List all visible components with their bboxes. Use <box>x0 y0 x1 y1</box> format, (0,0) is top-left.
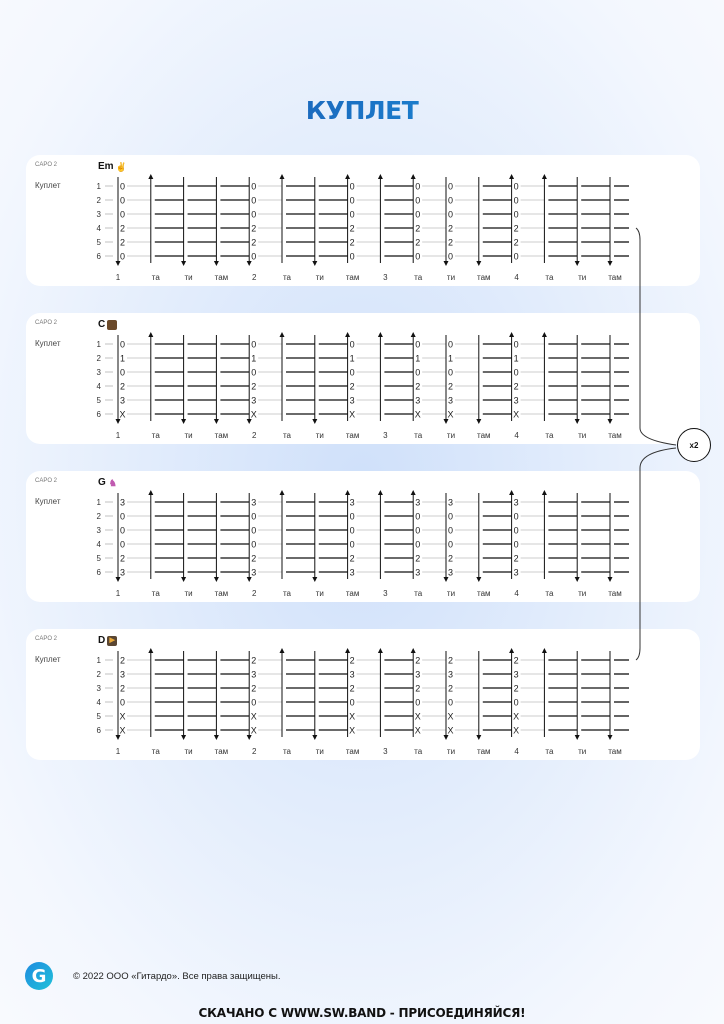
fret-number: 0 <box>513 251 519 262</box>
string-number: 3 <box>96 684 101 693</box>
beat-label: там <box>345 589 360 598</box>
beat-label: 4 <box>514 431 519 440</box>
fret-number: X <box>349 711 356 722</box>
beat-label: 2 <box>251 589 257 598</box>
beat-label: 2 <box>251 431 257 440</box>
fret-number: 2 <box>349 553 355 564</box>
fret-number: 2 <box>349 683 355 694</box>
chord-name: G <box>98 477 106 488</box>
fret-number: 2 <box>119 655 126 666</box>
fret-number: 3 <box>251 669 257 680</box>
beat-label: 3 <box>383 589 388 598</box>
beat-label: 2 <box>251 273 257 282</box>
camel-icon: ♞ <box>108 477 117 488</box>
fret-number: 3 <box>447 497 454 508</box>
fret-number: X <box>513 725 520 736</box>
fret-number: 2 <box>251 223 257 234</box>
fret-number: 0 <box>447 339 454 350</box>
fret-number: 0 <box>119 339 126 350</box>
fret-number: 0 <box>513 367 519 378</box>
fret-number: 3 <box>349 567 355 578</box>
string-number: 2 <box>96 512 101 521</box>
fret-number: 3 <box>251 497 257 508</box>
fret-number: 3 <box>349 395 355 406</box>
fret-number: 0 <box>447 209 454 220</box>
beat-label: 3 <box>383 273 388 282</box>
fret-number: 1 <box>415 353 421 364</box>
fret-number: 0 <box>513 697 519 708</box>
string-number: 1 <box>96 656 101 665</box>
fret-number: 1 <box>251 353 257 364</box>
fret-number: 0 <box>447 367 454 378</box>
beat-label: ти <box>184 589 193 598</box>
beat-label: там <box>477 589 491 598</box>
fret-number: 2 <box>349 381 355 392</box>
beat-label: 1 <box>115 747 121 756</box>
fret-number: 3 <box>415 669 421 680</box>
fret-number: 0 <box>415 539 421 550</box>
fret-number: X <box>250 409 257 420</box>
fret-number: 0 <box>447 539 454 550</box>
fret-number: 0 <box>251 367 257 378</box>
fret-number: X <box>349 725 356 736</box>
fret-number: 1 <box>349 353 355 364</box>
fret-number: 2 <box>415 655 421 666</box>
fret-number: X <box>119 409 126 420</box>
beat-label: 1 <box>115 431 121 440</box>
string-number: 4 <box>96 698 101 707</box>
fret-number: 0 <box>349 181 355 192</box>
fret-number: 2 <box>349 223 355 234</box>
gitardo-logo[interactable] <box>25 962 53 990</box>
beat-label: 4 <box>514 273 519 282</box>
fret-number: 0 <box>119 525 126 536</box>
fret-number: 2 <box>513 683 519 694</box>
beat-label: там <box>214 273 229 282</box>
fret-number: 2 <box>513 655 519 666</box>
beat-label: там <box>477 273 491 282</box>
fret-number: 0 <box>415 511 421 522</box>
fret-number: 0 <box>251 209 257 220</box>
fret-number: 3 <box>513 567 519 578</box>
beat-label: 4 <box>514 747 519 756</box>
fret-number: X <box>447 711 454 722</box>
beat-label: та <box>414 431 423 440</box>
fret-number: 2 <box>251 683 257 694</box>
fret-number: 0 <box>513 181 519 192</box>
capo-label: CAPO 2 <box>35 320 58 326</box>
fret-number: 3 <box>415 497 421 508</box>
beat-label: та <box>414 273 423 282</box>
beat-label: та <box>545 431 554 440</box>
string-number: 6 <box>96 252 101 261</box>
string-number: 2 <box>96 670 101 679</box>
string-number: 6 <box>96 726 101 735</box>
string-number: 5 <box>96 238 101 247</box>
fret-number: 3 <box>349 669 355 680</box>
fret-number: X <box>414 711 421 722</box>
beat-label: там <box>608 589 622 598</box>
string-number: 3 <box>96 368 101 377</box>
beat-label: ти <box>578 589 587 598</box>
fret-number: 0 <box>415 339 421 350</box>
fret-number: 2 <box>415 237 421 248</box>
fret-number: 0 <box>251 525 257 536</box>
beat-label: там <box>477 431 491 440</box>
string-number: 6 <box>96 568 101 577</box>
fret-number: 0 <box>349 511 355 522</box>
fret-number: X <box>250 711 257 722</box>
beat-label: ти <box>446 589 456 598</box>
beat-label: там <box>345 747 360 756</box>
fret-number: X <box>447 409 454 420</box>
fret-number: 2 <box>513 223 519 234</box>
fret-number: 2 <box>513 381 519 392</box>
string-number: 4 <box>96 382 101 391</box>
beat-label: та <box>414 589 423 598</box>
beat-label: ти <box>578 431 587 440</box>
fret-number: 3 <box>447 669 454 680</box>
fret-number: 0 <box>513 539 519 550</box>
beat-label: 1 <box>115 273 121 282</box>
fret-number: X <box>119 711 126 722</box>
beat-label: та <box>282 589 292 598</box>
fret-number: 0 <box>349 539 355 550</box>
fret-number: 2 <box>251 655 257 666</box>
fret-number: 2 <box>447 381 454 392</box>
fret-number: 0 <box>447 697 454 708</box>
capo-label: CAPO 2 <box>35 162 58 168</box>
fret-number: 3 <box>447 567 454 578</box>
beat-label: ти <box>578 747 587 756</box>
fret-number: 3 <box>415 395 421 406</box>
fret-number: 2 <box>415 553 421 564</box>
fret-number: 0 <box>349 367 355 378</box>
chord-name: Em <box>98 161 114 172</box>
fret-number: 3 <box>447 395 454 406</box>
fret-number: 3 <box>513 395 519 406</box>
beat-label: та <box>414 747 423 756</box>
beat-label: там <box>608 747 622 756</box>
fret-number: 2 <box>415 683 421 694</box>
fret-number: 2 <box>119 553 126 564</box>
fret-number: 0 <box>119 539 126 550</box>
fret-number: 0 <box>447 525 454 536</box>
fret-number: 3 <box>251 395 257 406</box>
fret-number: X <box>349 409 356 420</box>
beat-label: там <box>477 747 491 756</box>
string-number: 1 <box>96 182 101 191</box>
fret-number: 0 <box>415 251 421 262</box>
beat-label: ти <box>184 431 193 440</box>
fret-number: X <box>250 725 257 736</box>
beat-label: та <box>545 589 554 598</box>
fret-number: 2 <box>447 553 454 564</box>
fret-number: 2 <box>513 553 519 564</box>
beat-label: та <box>151 589 160 598</box>
fret-number: 0 <box>447 195 454 206</box>
string-number: 2 <box>96 354 101 363</box>
fret-number: X <box>119 725 126 736</box>
beat-label: ти <box>184 747 193 756</box>
fret-number: 2 <box>119 237 126 248</box>
fret-number: 3 <box>513 669 519 680</box>
fret-number: 2 <box>119 223 126 234</box>
beat-label: 3 <box>383 747 388 756</box>
fret-number: 0 <box>415 209 421 220</box>
fret-number: 0 <box>119 367 126 378</box>
beat-label: там <box>214 431 229 440</box>
fret-number: 0 <box>349 525 355 536</box>
fret-number: 0 <box>349 339 355 350</box>
download-banner[interactable]: СКАЧАНО С WWW.SW.BAND - ПРИСОЕДИНЯЙСЯ! <box>198 1006 526 1020</box>
chord-name: C <box>98 319 106 330</box>
beat-label: 1 <box>115 589 121 598</box>
beat-label: та <box>282 273 292 282</box>
fret-number: 1 <box>447 353 454 364</box>
beat-label: ти <box>315 747 324 756</box>
fret-number: 2 <box>349 655 355 666</box>
fret-number: 2 <box>349 237 355 248</box>
chord-name: D <box>98 635 106 646</box>
fret-number: 0 <box>251 195 257 206</box>
string-number: 5 <box>96 554 101 563</box>
string-number: 1 <box>96 498 101 507</box>
fret-number: 0 <box>447 511 454 522</box>
string-number: 4 <box>96 540 101 549</box>
beat-label: ти <box>315 589 324 598</box>
fret-number: 2 <box>447 223 454 234</box>
fret-number: 3 <box>513 497 519 508</box>
string-number: 5 <box>96 396 101 405</box>
section-label: Куплет <box>35 181 61 190</box>
section-label: Куплет <box>35 339 61 348</box>
fret-number: 0 <box>119 511 126 522</box>
fret-number: 0 <box>349 209 355 220</box>
string-number: 3 <box>96 526 101 535</box>
fret-number: X <box>513 711 520 722</box>
hand-icon: ✌ <box>115 161 127 172</box>
beat-label: 3 <box>383 431 388 440</box>
fret-number: 0 <box>251 251 257 262</box>
fret-number: 0 <box>513 525 519 536</box>
repeat-badge: x2 <box>677 428 711 462</box>
fret-number: 3 <box>251 567 257 578</box>
fret-number: 2 <box>251 381 257 392</box>
beat-label: та <box>545 273 554 282</box>
beat-label: там <box>345 273 360 282</box>
fret-number: 3 <box>119 497 126 508</box>
beat-label: та <box>282 431 292 440</box>
beat-label: ти <box>446 273 456 282</box>
beat-label: там <box>214 747 229 756</box>
string-number: 5 <box>96 712 101 721</box>
fret-number: 0 <box>119 251 126 262</box>
fret-number: 0 <box>415 367 421 378</box>
fret-number: 0 <box>513 195 519 206</box>
fret-number: X <box>447 725 454 736</box>
section-label: Куплет <box>35 497 61 506</box>
fret-number: 0 <box>251 539 257 550</box>
fret-number: 3 <box>119 669 126 680</box>
beat-label: та <box>151 273 160 282</box>
fret-number: 2 <box>415 381 421 392</box>
fret-number: 0 <box>251 339 257 350</box>
fret-number: 0 <box>415 525 421 536</box>
string-number: 4 <box>96 224 101 233</box>
string-number: 3 <box>96 210 101 219</box>
beat-label: та <box>151 747 160 756</box>
fret-number: 0 <box>415 195 421 206</box>
copyright-text: © 2022 ООО «Гитардо». Все права защищены. <box>73 971 281 982</box>
play-icon: ▶ <box>107 636 117 646</box>
fret-number: 0 <box>513 511 519 522</box>
fret-number: 0 <box>119 209 126 220</box>
fret-number: 3 <box>415 567 421 578</box>
beat-label: та <box>545 747 554 756</box>
beat-label: там <box>345 431 360 440</box>
fret-number: 0 <box>119 181 126 192</box>
fret-number: 2 <box>251 237 257 248</box>
fret-number: 0 <box>119 697 126 708</box>
fret-number: 0 <box>447 251 454 262</box>
fret-number: 3 <box>349 497 355 508</box>
fret-number: 0 <box>119 195 126 206</box>
page-title: КУПЛЕТ <box>0 96 724 125</box>
beat-label: та <box>282 747 292 756</box>
fret-number: 0 <box>415 181 421 192</box>
string-number: 1 <box>96 340 101 349</box>
beat-label: 2 <box>251 747 257 756</box>
fret-number: X <box>414 725 421 736</box>
beat-label: там <box>608 273 622 282</box>
beat-label: та <box>151 431 160 440</box>
fret-number: X <box>513 409 520 420</box>
fret-number: 2 <box>447 237 454 248</box>
fret-number: 2 <box>119 381 126 392</box>
fret-number: 0 <box>349 697 355 708</box>
fret-number: 2 <box>447 655 454 666</box>
string-number: 6 <box>96 410 101 419</box>
fret-number: 3 <box>119 567 126 578</box>
section-label: Куплет <box>35 655 61 664</box>
beat-label: ти <box>578 273 587 282</box>
logo-letter: G <box>31 965 47 987</box>
fret-number: 2 <box>251 553 257 564</box>
fret-number: 0 <box>251 697 257 708</box>
beat-label: ти <box>184 273 193 282</box>
fret-number: 0 <box>349 251 355 262</box>
capo-label: CAPO 2 <box>35 478 58 484</box>
fret-number: 2 <box>513 237 519 248</box>
fret-number: 0 <box>251 181 257 192</box>
capo-label: CAPO 2 <box>35 636 58 642</box>
beat-label: ти <box>446 431 456 440</box>
fret-number: 0 <box>415 697 421 708</box>
beat-label: 4 <box>514 589 519 598</box>
fret-number: X <box>414 409 421 420</box>
fret-number: 0 <box>513 339 519 350</box>
fret-number: 3 <box>119 395 126 406</box>
beat-label: там <box>214 589 229 598</box>
string-number: 2 <box>96 196 101 205</box>
fret-number: 0 <box>513 209 519 220</box>
beat-label: там <box>608 431 622 440</box>
fret-number: 0 <box>349 195 355 206</box>
fret-number: 2 <box>447 683 454 694</box>
fret-number: 2 <box>119 683 126 694</box>
fret-number: 0 <box>251 511 257 522</box>
beat-label: ти <box>315 431 324 440</box>
fret-number: 1 <box>513 353 519 364</box>
fret-number: 2 <box>415 223 421 234</box>
beat-label: ти <box>446 747 456 756</box>
fret-number: 0 <box>447 181 454 192</box>
fret-number: 1 <box>119 353 126 364</box>
beat-label: ти <box>315 273 324 282</box>
